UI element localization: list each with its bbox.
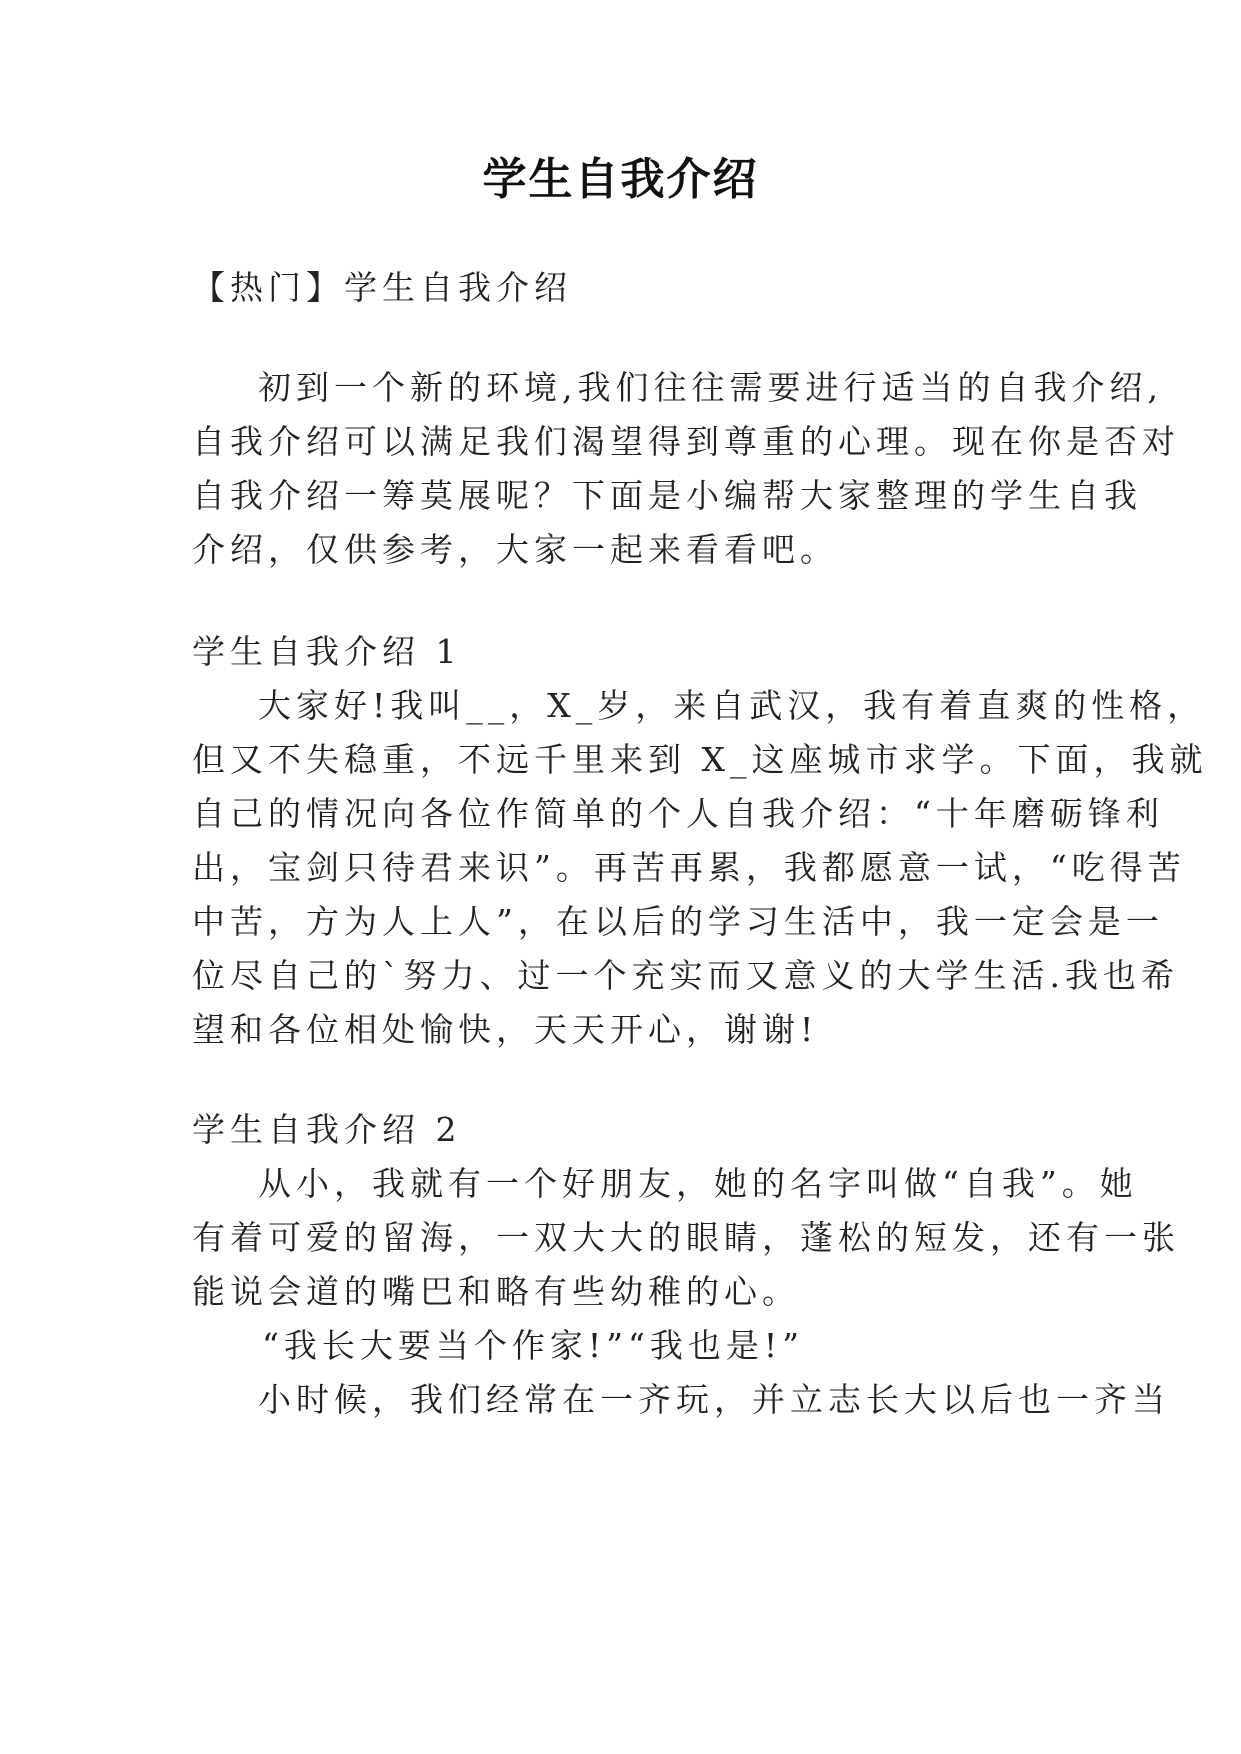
section-1-line-1: 大家好!我叫__，X_岁，来自武汉，我有着直爽的性格， [258, 686, 1206, 725]
document-subtitle: 【热门】学生自我介绍 [192, 268, 572, 307]
section-2-heading: 学生自我介绍 2 [192, 1110, 462, 1149]
intro-line-1: 初到一个新的环境,我们往往需要进行适当的自我介绍, [258, 368, 1163, 407]
intro-line-2: 自我介绍可以满足我们渴望得到尊重的心理。现在你是否对 [192, 422, 1180, 461]
section-1-line-7: 望和各位相处愉快，天天开心，谢谢! [192, 1010, 819, 1049]
document-title: 学生自我介绍 [482, 154, 759, 205]
section-1-heading: 学生自我介绍 1 [192, 632, 462, 671]
section-2-last-line: 小时候，我们经常在一齐玩，并立志长大以后也一齐当 [258, 1380, 1170, 1419]
section-2-quote: “我长大要当个作家!”“我也是!” [262, 1326, 805, 1365]
section-1-line-2: 但又不失稳重，不远千里来到 X_这座城市求学。下面，我就 [192, 740, 1208, 779]
section-2-line-2: 有着可爱的留海，一双大大的眼睛，蓬松的短发，还有一张 [192, 1218, 1180, 1257]
section-2-line-1: 从小，我就有一个好朋友，她的名字叫做“自我”。她 [258, 1164, 1138, 1203]
section-1-line-4: 出，宝剑只待君来识”。再苦再累，我都愿意一试，“吃得苦 [192, 848, 1186, 887]
section-1-line-3: 自己的情况向各位作简单的个人自我介绍：“十年磨砺锋利 [192, 794, 1164, 833]
section-1-line-6: 位尽自己的`努力、过一个充实而又意义的大学生活.我也希 [192, 956, 1179, 995]
section-2-line-3: 能说会道的嘴巴和略有些幼稚的心。 [192, 1272, 800, 1311]
section-1-line-5: 中苦，方为人上人”，在以后的学习生活中，我一定会是一 [192, 902, 1164, 941]
intro-line-4: 介绍，仅供参考，大家一起来看看吧。 [192, 530, 838, 569]
intro-line-3: 自我介绍一筹莫展呢？下面是小编帮大家整理的学生自我 [192, 476, 1142, 515]
